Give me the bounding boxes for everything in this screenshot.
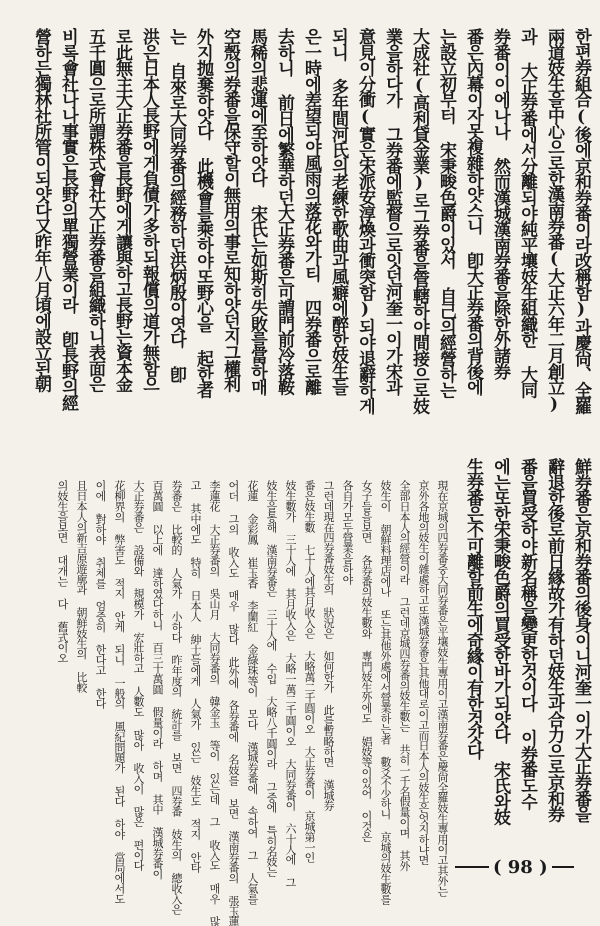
text-column: 는設立初부터 宋秉畯色爵이있서 自己의經營하는 (436, 28, 456, 398)
text-column: 兩道妓生을中心으로한漢南券番(大正六年二月創立) (544, 28, 564, 414)
small-text-column: 全部日本人의經營이라 그런데京城四券番의妓生數는 共히一千名假量이며 其外 (398, 480, 411, 871)
small-text-column: 現在京城의四券番중大同券番은平壤妓生專用이고漢南券番은慶尙全羅妓生專用이고其外는 (436, 480, 449, 897)
small-text-column: 고 其中에도 特히 日本人 紳士들에게 人氣가 있는 妓生도 적지 안타 (189, 480, 202, 873)
small-text-column: 券番은 比較的 人氣가 小하다 昨年度의 統計를 보면 四券番 妓生의 總收入은 (170, 480, 183, 915)
small-text-column: 番은妓生數 七十人에其月收入은 大略萬二千圓이오 大正券番이 京城第一인 (303, 480, 316, 863)
text-column: 馬稀의悲運에至하얏다 宋氏는如斯히失敗를當하매 (247, 28, 267, 395)
small-text-column: 妓生을통해 漢南券番은 三十人에 수입 大略八千圓이라 그중에 특히名妓는 (265, 480, 278, 877)
text-column: 番은內幕이자못複雜하얏스니 卽大正券番의背後에 (463, 28, 483, 395)
footer-rule-right (552, 866, 574, 868)
text-column: 되니 多年間河氏의老練한歌曲과風癖에醉한妓生들 (328, 28, 348, 395)
page-number: ( 98 ) (493, 856, 548, 878)
small-text-column: 花蓮 金彩鳳 崔玉香 李蘭紅 金綠珠等이 모다 漢城券番에 속하여 그 人氣를 (246, 480, 259, 904)
text-column: 로此無主大正券番을長野에게讓與하고長野는資本金 (112, 28, 132, 392)
text-column: 空殼의券番을保守할이無用의事로知하얏던지그權利 (220, 28, 240, 392)
small-text-column: 京外各地의妓生이雜處하고또漢城券番은其他대로이고而日本人의妓生은엇지하냐면 (417, 480, 430, 865)
small-text-column: 且日本人의新吉原遊廓과 朝鮮妓生의 比較 (75, 480, 88, 693)
small-text-column: 이에 對하야 취체를 엄중히 한다고 한다 (94, 480, 107, 709)
text-column: 業을하다가 그券番에監督으로잇던河奎一이가宋과 (382, 28, 402, 395)
text-column: 大成社(高利貸金業)로그券番을管轄하야間接으로妓 (409, 28, 429, 414)
text-column: 意見이分衝(實은宋派安淳煥과衝突함)되야退辭하게 (355, 28, 375, 414)
text-column: 生券番은不可離할前生에奇緣이有한것갓다 (463, 458, 483, 759)
text-column: 辭退한後로前日緣故가有하던妓生과合力으로京和券 (544, 458, 564, 822)
small-text-column: 大正券番은 設備와 規模가 宏壯하고 人數도 많아 收入이 많은 편이다 (132, 480, 145, 871)
small-text-column: 妓生數가 三十人에 其月收入은 大略一萬二千圓이오 大同券番이 六十人에 그 (284, 480, 297, 888)
text-column: 營하든獨林社所管이되얏다又昨年八月頃에設立된朝 (31, 28, 51, 392)
text-column: 番을買受하야新名稱을變更한것이다 이券番도수 (517, 458, 537, 809)
small-text-column: 百萬圓 以上에 達하였다하니 百三十萬圓 假量이라 하며 其中 漢城券番이 (151, 480, 164, 879)
small-text-column: 花柳界의 弊害도 적지 안케 되니 一般의 風紀問題가 된다 하야 當局에서도 (113, 480, 126, 904)
text-column: 洪은日本人長野에게負債가多하되報償의道가無함으 (139, 28, 159, 392)
text-column: 은一時에差望되야風雨의落花와가티 四券番으로離 (301, 28, 321, 395)
text-column: 去하니 前日에繁華하던大正券番은可謂門前冷落鞍 (274, 28, 294, 395)
text-column: 비록會社나나事實은長野의單獨營業이라 卽長野의經 (58, 28, 78, 411)
text-column: 는 自來로大同券番의經務하던洪炳殷이엿다 卽 (166, 28, 186, 382)
small-text-column: 妓生이 朝鮮料理店에나 또는其他外處에서營業하는者 數爻不少하니 京城의妓生數를 (379, 480, 392, 905)
page-footer (455, 852, 595, 882)
small-text-column: 어더 그의 收入도 매우 많다 此外에 各券番에 名妓를 보면 漢南券番의 張玉蓮 (227, 480, 240, 926)
text-column: 券番이이에나나 然而漢城漢南券番을除한外諸券 (490, 28, 510, 379)
text-column: 에는또한宋秉畯色爵의買受한바가되얏다 宋氏와妓 (490, 458, 510, 825)
text-column: 과 大正券番에서分離되야純平壤妓生組織한 大同 (517, 28, 537, 398)
text-column: 한편券組合(後에京和券番이라改稱함)과慶尙、全羅 (571, 28, 591, 414)
small-text-column: 女子들을보면 各券番의妓生數와 專門妓生外에도 娼妓等이있어 이것은 (360, 480, 373, 842)
footer-rule-left (455, 866, 489, 868)
text-column: 外지抛棄하얏다 此機會를乘하야또野心을 起한者 (193, 28, 213, 398)
small-text-column: 의妓生을보면 대개는 다 舊式이오 (56, 480, 69, 663)
small-text-column: 李蓮花 大正券番의 吳山月 大同券番의 韓金玉 等이 있는데 그 收入도 매우 많 (208, 480, 221, 926)
text-column: 鮮券番은京和券番의後身이니河奎一이가大正券番을 (571, 458, 591, 822)
text-column: 五千圓으로所謂株式會社大正券番을組織하니表面은 (85, 28, 105, 392)
small-text-column: 그런데現在四券番妓生의 狀況은 如何한가 此를暫略하면 漢城券 (322, 480, 335, 811)
small-text-column: 各自가모두營業을하야 (341, 480, 354, 585)
